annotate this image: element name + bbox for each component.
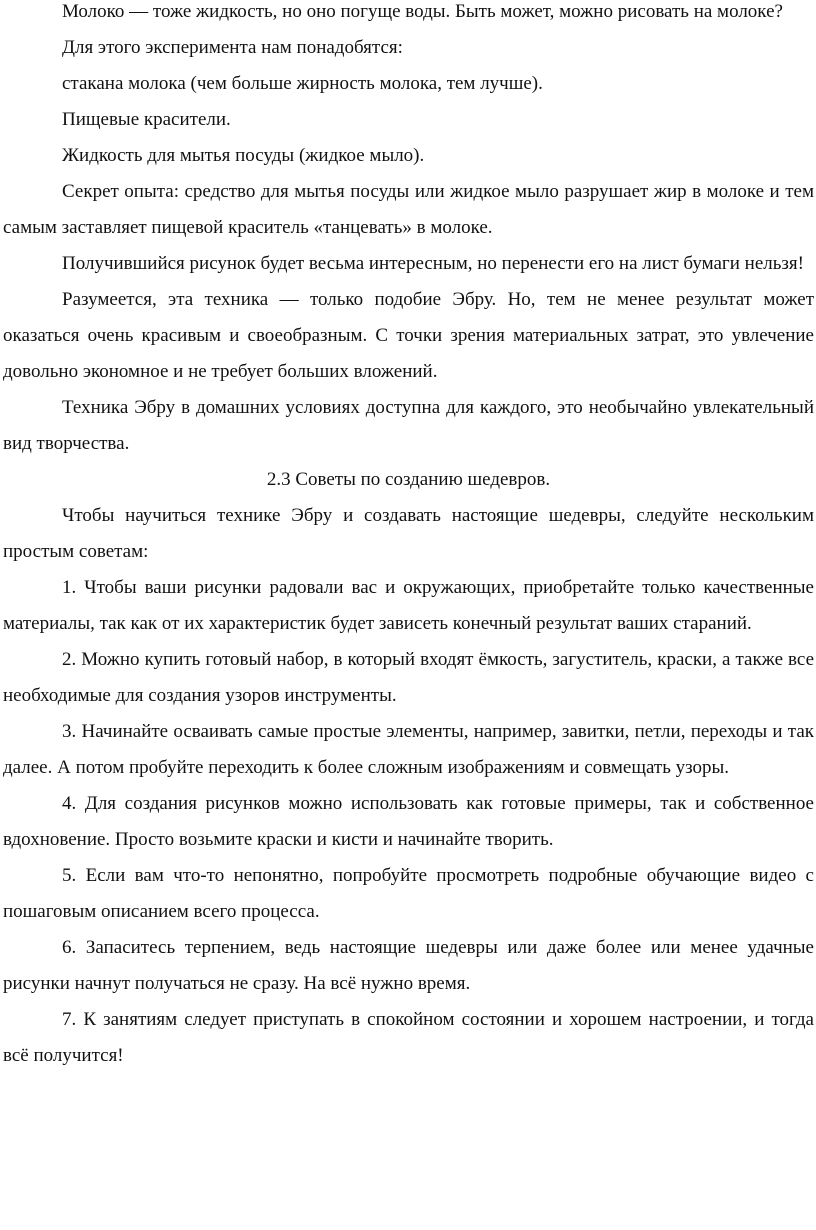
- paragraph-experiment-secret: Секрет опыта: средство для мытья посуды или жидкое мыло разрушает жир в молоке и тем самым заставляет пищевой краситель «танцевать» в молоке.: [3, 181, 814, 238]
- paragraph-materials-intro: Для этого эксперимента нам понадобятся:: [62, 37, 403, 58]
- tip-item: 4. Для создания рисунков можно использовать как готовые примеры, так и собственное вдохновение. Просто возьмите краски и кисти и начинайте творить.: [3, 793, 814, 850]
- paragraph-technique-similarity: Разумеется, эта техника — только подобие Эбру. Но, тем не менее результат может оказаться очень красивым и своеобразным. С точки зрения материальных затрат, это увлечение довольно экономное и не требует больших вложений.: [3, 289, 814, 382]
- paragraph-result-note: Получившийся рисунок будет весьма интересным, но перенести его на лист бумаги нельзя!: [62, 253, 804, 274]
- tip-item: 3. Начинайте осваивать самые простые элементы, например, завитки, петли, переходы и так далее. А потом пробуйте переходить к более сложным изображениям и совмещать узоры.: [3, 721, 814, 778]
- paragraph-milk-glass: стакана молока (чем больше жирность молока, тем лучше).: [62, 73, 543, 94]
- tip-item: 1. Чтобы ваши рисунки радовали вас и окружающих, приобретайте только качественные материалы, так как от их характеристик будет зависеть конечный результат ваших стараний.: [3, 577, 814, 634]
- paragraph-tips-intro: Чтобы научиться технике Эбру и создавать настоящие шедевры, следуйте нескольким простым советам:: [3, 505, 814, 562]
- paragraph-food-colors: Пищевые красители.: [62, 109, 231, 130]
- paragraph-milk-question: Молоко — тоже жидкость, но оно погуще воды. Быть может, можно рисовать на молоке?: [62, 1, 783, 22]
- tip-item: 7. К занятиям следует приступать в спокойном состоянии и хорошем настроении, и тогда всё получится!: [3, 1009, 814, 1066]
- paragraph-technique-accessibility: Техника Эбру в домашних условиях доступна для каждого, это необычайно увлекательный вид творчества.: [3, 397, 814, 454]
- tip-item: 5. Если вам что-то непонятно, попробуйте просмотреть подробные обучающие видео с пошаговым описанием всего процесса.: [3, 865, 814, 922]
- section-heading: 2.3 Советы по созданию шедевров.: [266, 469, 551, 490]
- paragraph-dish-soap: Жидкость для мытья посуды (жидкое мыло).: [62, 145, 425, 166]
- tip-item: 2. Можно купить готовый набор, в который входят ёмкость, загуститель, краски, а также все необходимые для создания узоров инструменты.: [3, 649, 814, 706]
- tip-item: 6. Запаситесь терпением, ведь настоящие шедевры или даже более или менее удачные рисунки начнут получаться не сразу. На всё нужно время.: [3, 937, 814, 994]
